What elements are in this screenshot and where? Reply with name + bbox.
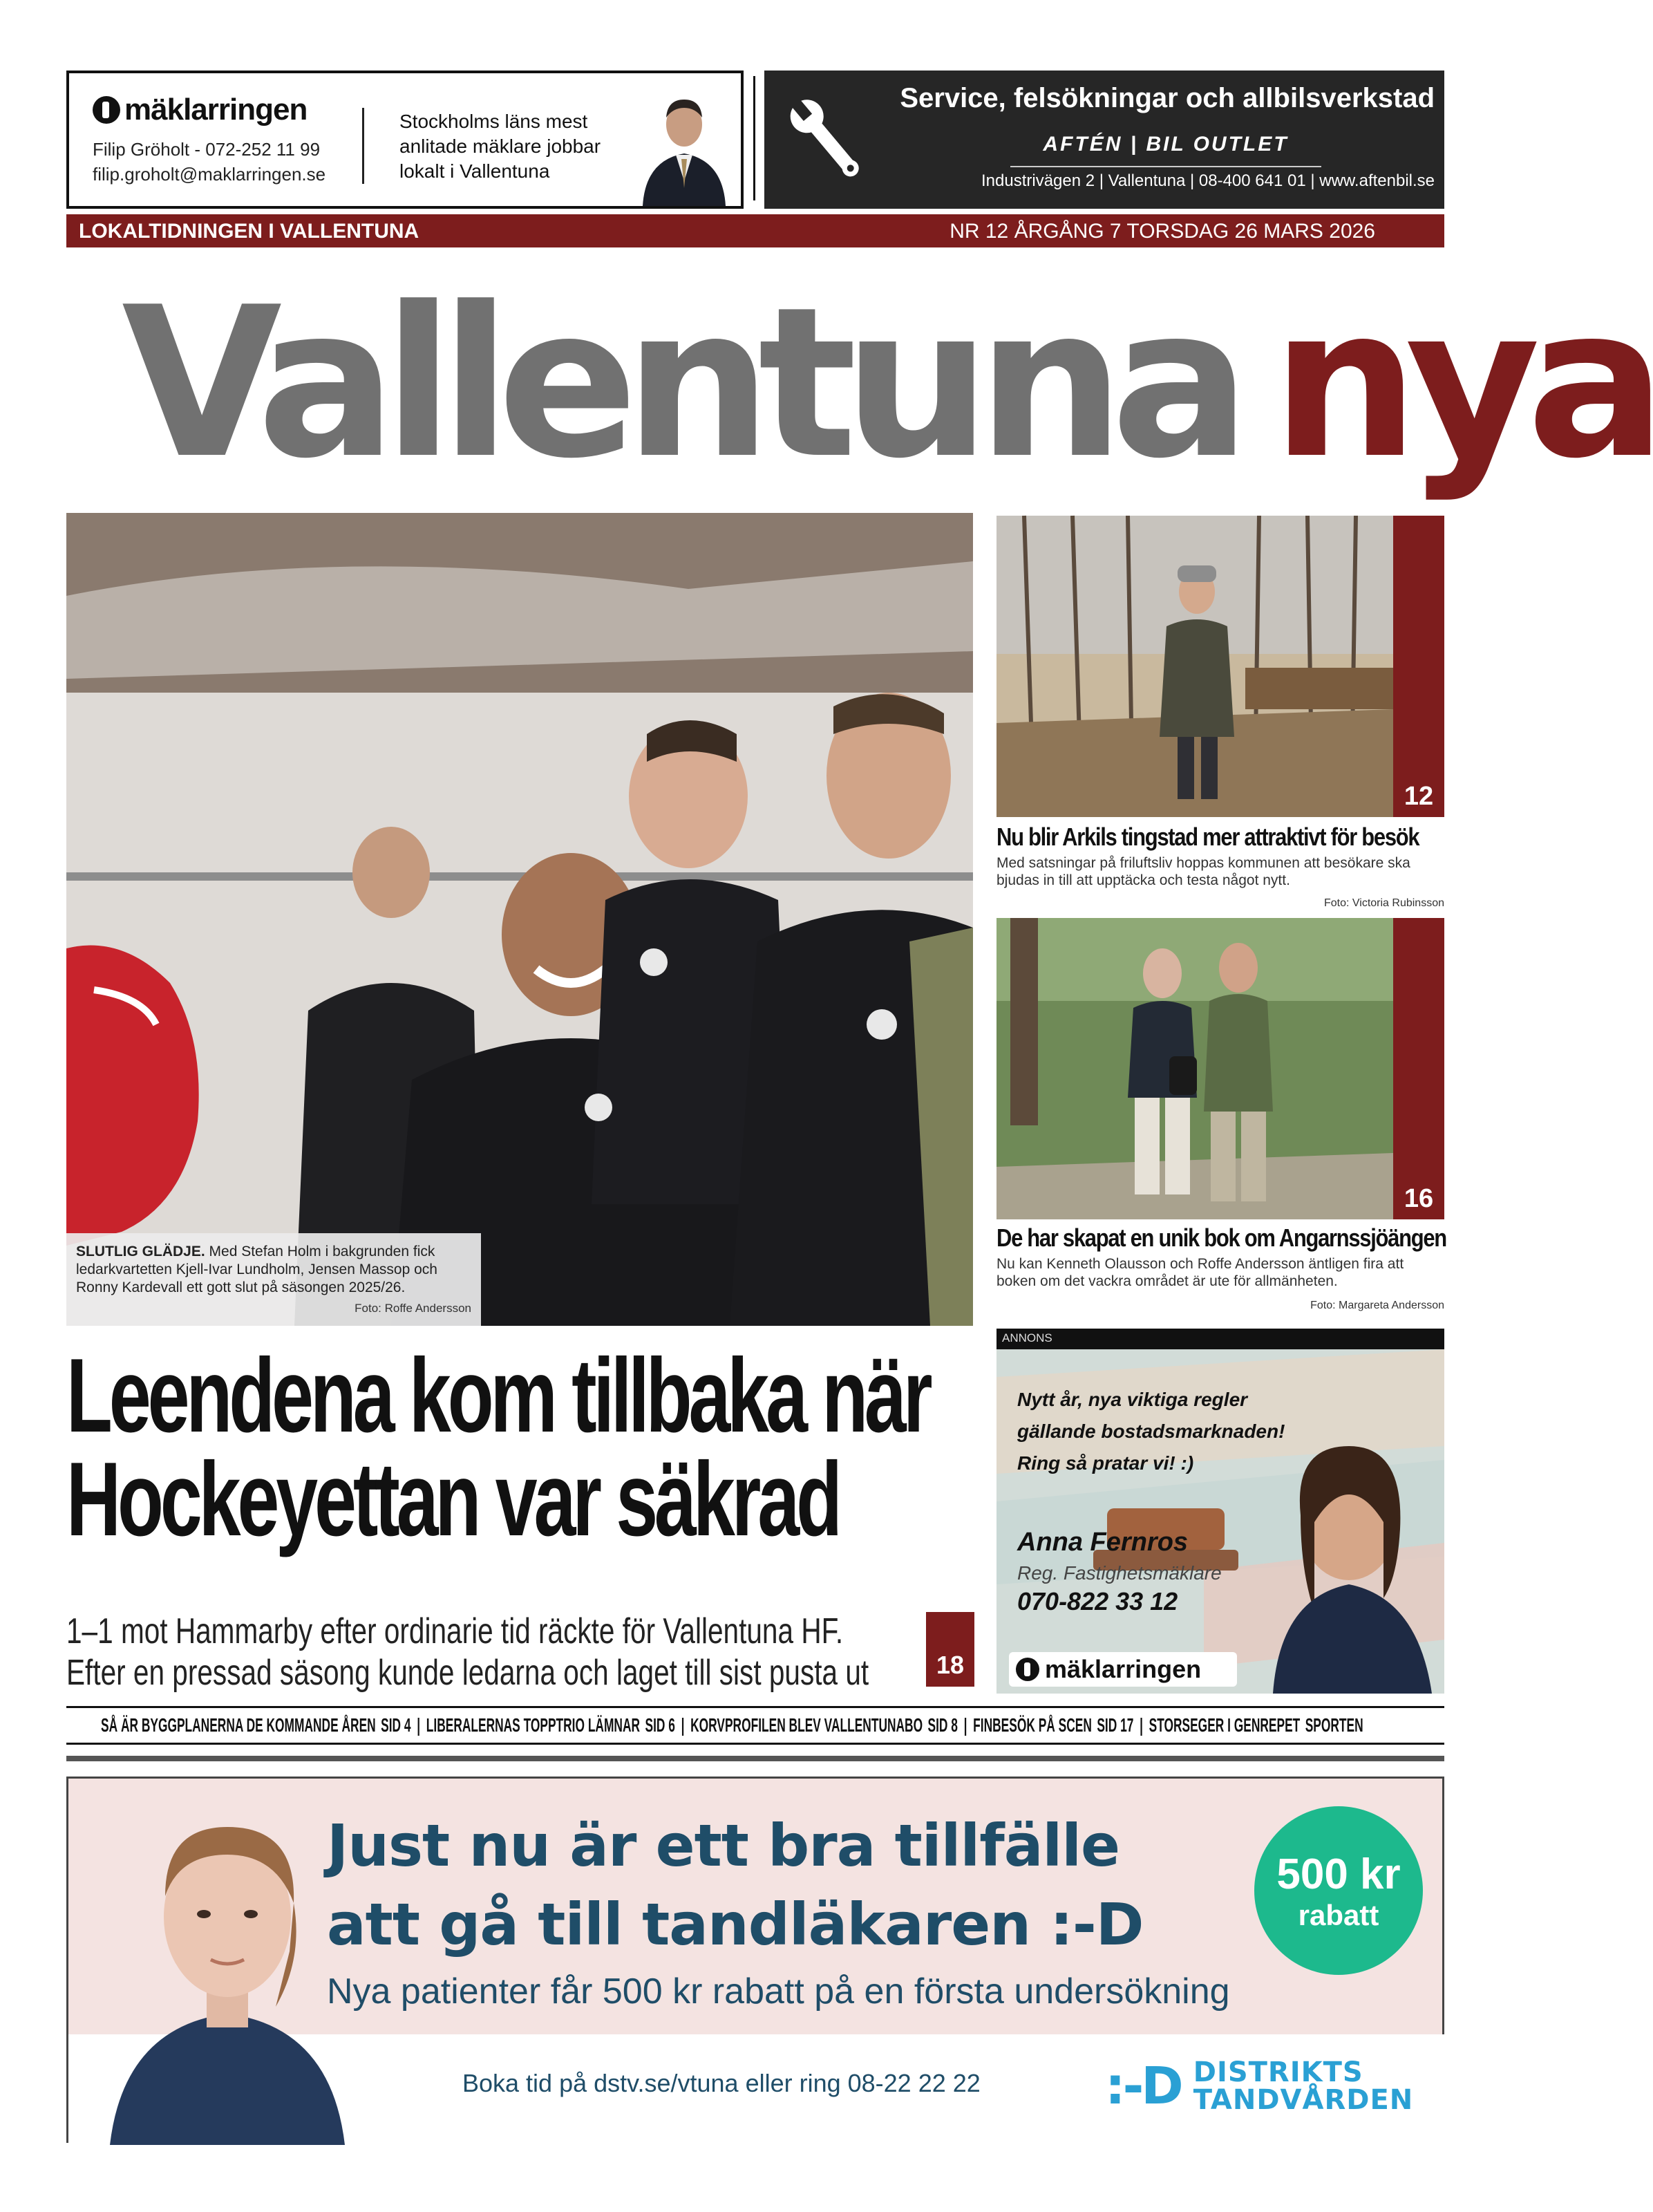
main-deck — [66, 1611, 929, 1694]
teaser-item[interactable]: SÅ ÄR BYGGPLANERNA DE KOMMANDE ÅREN SID 4 — [101, 1714, 411, 1736]
masthead-part-2: nya — [1271, 263, 1653, 504]
maklarringen-logo-icon — [1016, 1658, 1039, 1681]
dental-ad-subline: Nya patienter får 500 kr rabatt på en första undersökning — [327, 1971, 1230, 2012]
aften-title: Service, felsökningar och allbilsverkstad — [900, 83, 1435, 113]
side-story-2-bar — [1393, 918, 1444, 1219]
caption-text: Med Stefan Holm i bakgrunden fick ledarkvartetten Kjell-Ivar Lundholm, Jensen Massop och Ronny Kardevall ett gott slut på säsongen 2025/26. — [76, 1244, 437, 1295]
side-story-1-text: Med satsningar på friluftsliv hoppas kommunen att besökare ska bjudas in till att upptäcka och testa något nytt. — [996, 855, 1410, 888]
wrench-icon — [785, 91, 868, 188]
main-photo-credit: Foto: Roffe Andersson — [355, 1302, 471, 1315]
annons-message-line-3: Ring så pratar vi! :) — [1017, 1452, 1194, 1474]
annons-maklarringen-logo: mäklarringen — [1009, 1652, 1237, 1687]
teaser-separator: | — [681, 1714, 685, 1736]
main-headline-line-2: Hockeyettan var säkrad — [66, 1441, 839, 1558]
side-story-2-credit: Foto: Margareta Andersson — [1310, 1300, 1444, 1311]
forest-walkway-image — [996, 516, 1393, 817]
distriktstandvarden-ad[interactable] — [66, 1777, 1444, 2143]
agent-pitch: Stockholms läns mest anlitade mäklare jobbar lokalt i Vallentuna — [399, 111, 601, 182]
teaser-item[interactable]: LIBERALERNAS TOPPTRIO LÄMNAR SID 6 — [426, 1714, 675, 1736]
maklarringen-logo-icon — [93, 96, 120, 124]
side-story-2-page: 16 — [1404, 1184, 1434, 1213]
annons-maklarringen[interactable] — [996, 1349, 1444, 1694]
teaser-item[interactable]: KORVPROFILEN BLEV VALLENTUNABO SID 8 — [690, 1714, 958, 1736]
masthead-logo — [122, 263, 1653, 504]
side-story-2-photo[interactable] — [996, 918, 1393, 1219]
ad-separator — [753, 76, 755, 200]
agent-portrait-image — [629, 84, 739, 206]
dental-ad-cta[interactable]: Boka tid på dstv.se/vtuna eller ring 08-22 22 22 — [462, 2069, 981, 2097]
caption-lead: SLUTLIG GLÄDJE. — [76, 1244, 205, 1259]
aften-rule — [1010, 166, 1321, 167]
issue-strip — [66, 214, 1444, 247]
discount-badge — [1254, 1806, 1423, 1975]
distriktstandvarden-wordmark: DISTRIKTS TANDVÅRDEN — [1193, 2056, 1414, 2116]
annons-message — [1017, 1384, 1294, 1479]
annons-message-line-2: gällande bostadsmarknaden! — [1017, 1421, 1285, 1442]
agent-email-line: filip.groholt@maklarringen.se — [93, 164, 326, 185]
annons-agent-phone[interactable]: 070-822 33 12 — [1017, 1587, 1178, 1615]
discount-amount: 500 kr — [1276, 1850, 1401, 1898]
side-story-1-headline[interactable]: Nu blir Arkils tingstad mer attraktivt för besök — [996, 823, 1419, 851]
ad-divider — [362, 108, 364, 184]
annons-message-line-1: Nytt år, nya viktiga regler — [1017, 1389, 1248, 1410]
side-story-2-text: Nu kan Kenneth Olausson och Roffe Andersson äntligen fira att boken om det vackra området är ute för allmänheten. — [996, 1256, 1404, 1289]
discount-label: rabatt — [1298, 1899, 1379, 1931]
maklarringen-logo: mäklarringen — [93, 93, 307, 127]
annons-agent-name: Anna Fernros — [1017, 1528, 1189, 1557]
main-photo-caption — [66, 1233, 481, 1326]
smiley-logo-icon: :-D — [1105, 2056, 1181, 2116]
teaser-separator: | — [417, 1714, 421, 1736]
hockey-leaders-image — [66, 513, 973, 1326]
main-story-page: 18 — [926, 1612, 974, 1687]
dental-headline-line-1: Just nu är ett bra tillfälle — [327, 1812, 1120, 1880]
issue-info: NR 12 ÅRGÅNG 7 TORSDAG 26 MARS 2026 — [950, 220, 1375, 243]
main-headline[interactable] — [66, 1337, 987, 1558]
maklarringen-top-ad[interactable] — [66, 71, 744, 209]
dental-ad-headline — [327, 1806, 1225, 1964]
annons-label: ANNONS — [996, 1329, 1444, 1349]
main-story-photo[interactable] — [66, 513, 973, 1326]
teaser-item[interactable]: STORSEGER I GENREPET SPORTEN — [1149, 1714, 1363, 1736]
dental-headline-line-2: att gå till tandläkaren :-D — [327, 1891, 1144, 1958]
side-story-2-headline[interactable]: De har skapat en unik bok om Angarnssjöängen — [996, 1224, 1446, 1252]
paper-tagline: LOKALTIDNINGEN I VALLENTUNA — [79, 220, 419, 243]
aften-brand: AFTÉN | BIL OUTLET — [1043, 133, 1289, 156]
aften-top-ad[interactable] — [764, 71, 1444, 209]
distriktstandvarden-logo — [1105, 2056, 1413, 2116]
main-headline-line-1: Leendena kom tillbaka när — [66, 1337, 929, 1454]
agent-phone-line: Filip Gröholt - 072-252 11 99 — [93, 139, 321, 160]
teaser-separator: | — [1140, 1714, 1143, 1736]
annons-agent-role: Reg. Fastighetsmäklare — [1017, 1562, 1222, 1584]
two-men-outdoors-image — [996, 918, 1393, 1219]
side-story-1-credit: Foto: Victoria Rubinsson — [1323, 897, 1444, 909]
teaser-separator: | — [963, 1714, 967, 1736]
teaser-item[interactable]: FINBESÖK PÅ SCEN SID 17 — [973, 1714, 1134, 1736]
main-deck-line-2: Efter en pressad säsong kunde ledarna och laget till sist pusta ut — [66, 1653, 869, 1693]
section-rule — [66, 1756, 1444, 1761]
side-story-1-photo[interactable] — [996, 516, 1393, 817]
masthead-part-1: Vallentuna — [122, 263, 1237, 504]
main-deck-line-1: 1–1 mot Hammarby efter ordinarie tid räckte för Vallentuna HF. — [66, 1611, 844, 1651]
agent-contact — [93, 137, 325, 187]
aften-info: Industrivägen 2 | Vallentuna | 08-400 641 01 | www.aftenbil.se — [981, 171, 1435, 190]
side-story-1-bar — [1393, 516, 1444, 817]
side-story-1-page: 12 — [1404, 782, 1434, 811]
teaser-bar — [66, 1706, 1444, 1745]
